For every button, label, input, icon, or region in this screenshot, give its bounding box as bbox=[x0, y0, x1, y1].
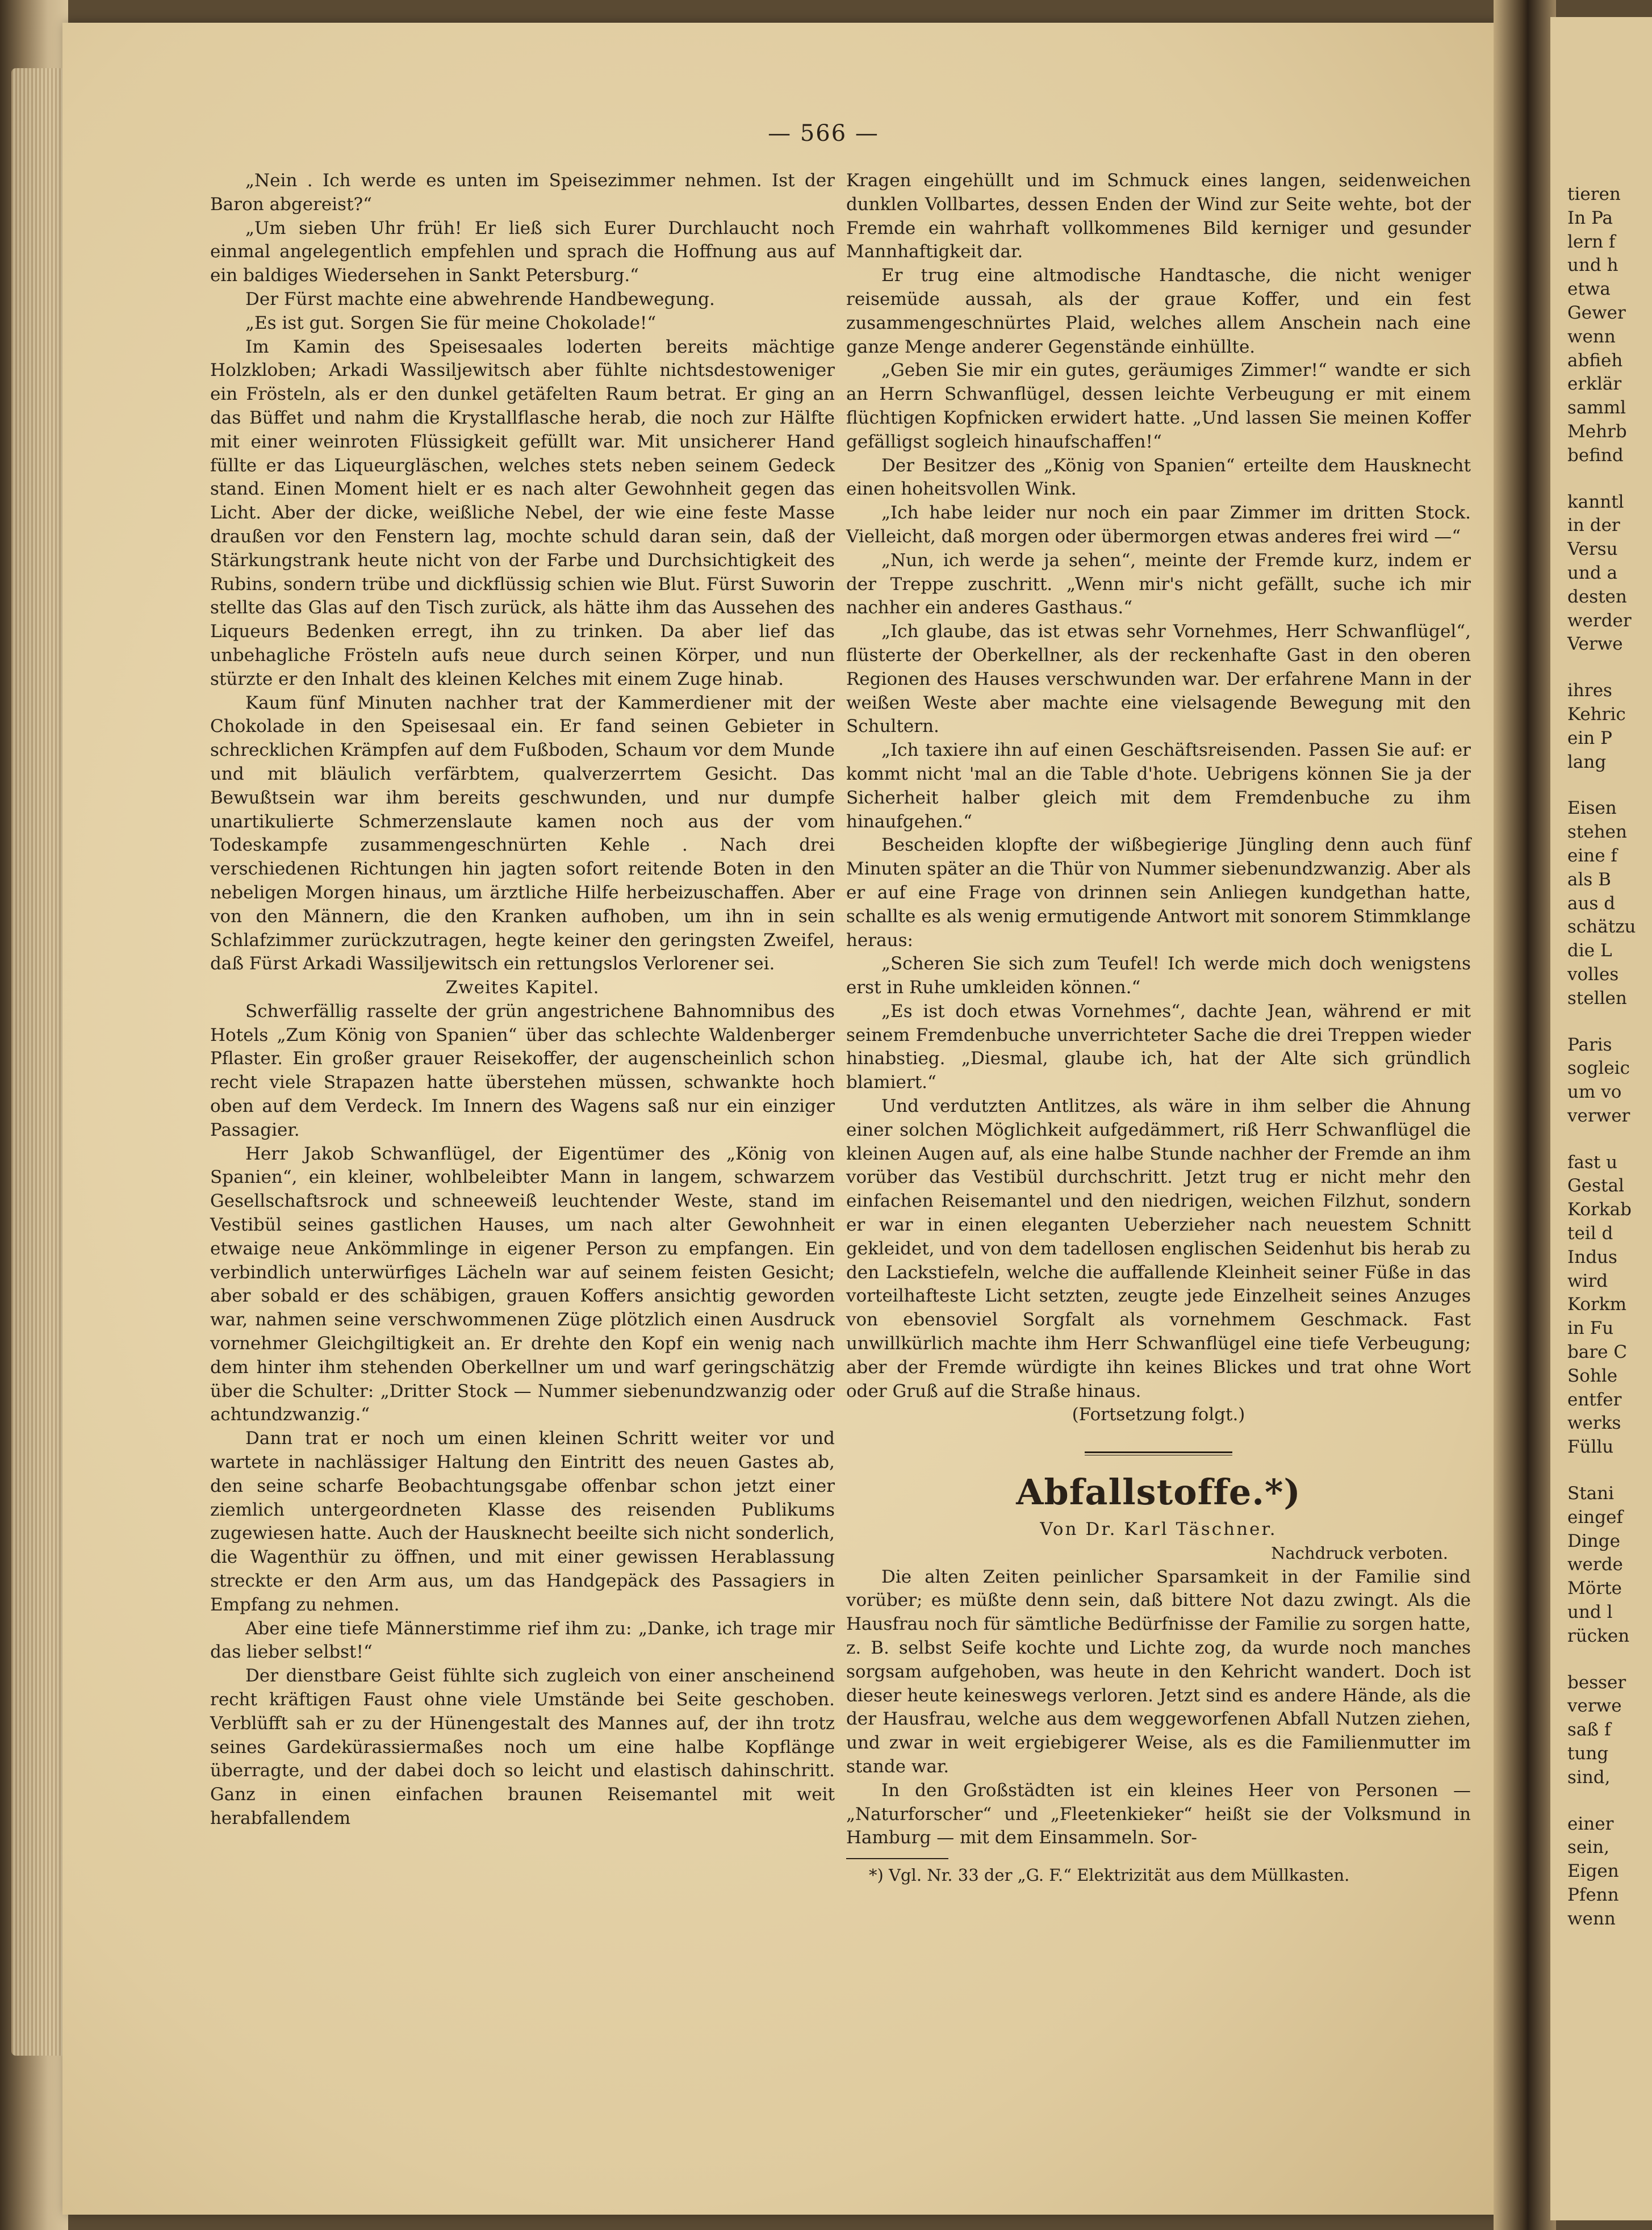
facing-page-fragment: Eigen bbox=[1567, 1861, 1619, 1882]
story-paragraph: Kragen eingehüllt und im Schmuck eines langen, seidenweichen dunklen Vollbartes, dessen Enden der Wind zur Seite wehte, bot der Fremde ein wahrhaft vollkommenes Bild kerniger und gesunder Mannhaftigkeit dar. bbox=[846, 170, 1471, 262]
facing-page-fragment: und l bbox=[1567, 1602, 1613, 1623]
story-paragraph: „Ich glaube, das ist etwas sehr Vornehmes, Herr Schwanflügel“, flüsterte der Oberkellner, als der reckenhafte Gast in den oberen Regionen des Hauses verschwunden war. Der erfahrene Mann in der weißen Weste aber machte eine vielsagende Bewegung mit den Schultern. bbox=[846, 621, 1471, 737]
facing-page-fragment: besser bbox=[1567, 1672, 1626, 1693]
facing-page-fragment: stellen bbox=[1567, 988, 1627, 1009]
facing-page-gap bbox=[1567, 468, 1652, 491]
reprint-notice: Nachdruck verboten. bbox=[1271, 1543, 1448, 1563]
left-paragraph: Aber eine tiefe Männerstimme rief ihm zu: „Danke, ich trage mir das lieber selbst!“ bbox=[210, 1618, 835, 1663]
story-paragraph: Er trug eine altmodische Handtasche, die nicht weniger reisemüde aussah, als der graue Koffer, und ein fest zusammengeschnürtes Plaid, welches allem Anschein nach eine ganze Menge anderer Gegenstände einhüllte. bbox=[846, 265, 1471, 357]
left-paragraph: „Nein . Ich werde es unten im Speisezimmer nehmen. Ist der Baron abgereist?“ bbox=[210, 170, 835, 215]
facing-page-gap bbox=[1567, 1790, 1652, 1813]
facing-page-fragment: Füllu bbox=[1567, 1437, 1614, 1458]
footnote: *) Vgl. Nr. 33 der „G. F.“ Elektrizität aus dem Müllkasten. bbox=[869, 1865, 1350, 1885]
left-paragraph: Herr Jakob Schwanflügel, der Eigentümer des „König von Spanien“, ein kleiner, wohlbeleibter Mann in langem, schwarzem Gesellschaftsrock und schneeweiß leuchtender Weste, stand im Vestibül seines gastlichen Hauses, um nach alter Gewohnheit etwaige neue Ankömmlinge in eigener Person zu empfangen. Ein verbindlich unterwürfiges Lächeln war auf seinem feisten Gesicht; aber sobald er des schäbigen, grauen Koffers ansichtig geworden war, nahmen seine verschwommenen Züge plötzlich einen Ausdruck vornehmer Gleichgiltigkeit an. Er drehte den Kopf ein wenig nach dem hinter ihm stehenden Oberkellner um und warf geringschätzig über die Schulter: „Dritter Stock — Nummer siebenundzwanzig oder achtundzwanzig.“ bbox=[210, 1143, 835, 1425]
facing-page-fragment: tieren bbox=[1567, 184, 1621, 204]
facing-page-fragment: um vo bbox=[1567, 1082, 1622, 1103]
facing-page-fragment: rücken bbox=[1567, 1625, 1630, 1646]
facing-page-gap bbox=[1567, 1459, 1652, 1482]
facing-page-gap bbox=[1567, 1128, 1652, 1151]
facing-page-fragment: Kehric bbox=[1567, 704, 1626, 725]
story-paragraph: „Es ist doch etwas Vornehmes“, dachte Jean, während er mit seinem Fremdenbuche unverrichteter Sache die drei Treppen wieder hinabstieg. „Diesmal, glaube ich, hat der Alte sich gründlich blamiert.“ bbox=[846, 1001, 1471, 1093]
facing-page-fragment: stehen bbox=[1567, 822, 1627, 843]
left-paragraph: Im Kamin des Speisesaales loderten bereits mächtige Holzkloben; Arkadi Wassiljewitsch aber fühlte nichtsdestoweniger ein Frösteln, als er den dunkel getäfelten Raum betrat. Er ging an das Büffet und nahm die Krystallflasche herab, die noch zur Hälfte mit einer weinroten Flüssigkeit gefüllt war. Mit unsicherer Hand füllte er das Liqueurgläschen, welches stets neben seinem Gedeck stand. Einen Moment hielt er es nach alter Gewohnheit gegen das Licht. Aber der dicke, weißliche Nebel, der wie eine feste Masse draußen vor den Fenstern lag, mochte schuld daran sein, daß der Stärkungstrank heute nicht von der Farbe und Durchsichtigkeit des Rubins, sondern trübe und dickflüssig schien wie Blut. Fürst Suworin stellte das Glas auf den Tisch zurück, als hätte ihm das Aussehen des Liqueurs Bedenken erregt, ihn zu trinken. Da aber lief das unbehagliche Frösteln aufs neue durch seinen Körper, und nun stürzte er den Inhalt des kleinen Kelches mit einem Zuge hinab. bbox=[210, 336, 835, 689]
facing-page-fragment: einer bbox=[1567, 1813, 1614, 1834]
page-number: — 566 — bbox=[768, 120, 879, 147]
facing-page-text bbox=[1567, 183, 1652, 1931]
story-paragraph: „Ich habe leider nur noch ein paar Zimmer im dritten Stock. Vielleicht, daß morgen oder übermorgen etwas anderes frei wird —“ bbox=[846, 503, 1471, 547]
facing-page-fragment: In Pa bbox=[1567, 207, 1613, 228]
facing-page-fragment: werder bbox=[1567, 610, 1632, 631]
facing-page-fragment: kanntl bbox=[1567, 491, 1624, 512]
story-paragraph: „Geben Sie mir ein gutes, geräumiges Zimmer!“ wandte er sich an Herrn Schwanflügel, dessen leichte Verbeugung er mit einem flüchtigen Kopfnicken erwidert hatte. „Und lassen Sie meinen Koffer gefälligst sogleich hinaufschaffen!“ bbox=[846, 360, 1471, 452]
left-column bbox=[210, 169, 835, 1831]
facing-page-fragment: Eisen bbox=[1567, 798, 1617, 819]
facing-page-fragment: sein, bbox=[1567, 1837, 1609, 1858]
facing-page-gap bbox=[1567, 1011, 1652, 1034]
facing-page-fragment: und h bbox=[1567, 255, 1618, 276]
story-paragraph: Bescheiden klopfte der wißbegierige Jüngling denn auch fünf Minuten später an die Thür von Nummer siebenundzwanzig. Aber als er auf eine Frage von drinnen sein Anliegen kundgethan hatte, schallte es als wenig ermutigende Antwort mit sonorem Stimmklange heraus: bbox=[846, 835, 1471, 951]
facing-page-fragment: und a bbox=[1567, 562, 1618, 583]
facing-page-fragment: in Fu bbox=[1567, 1318, 1614, 1339]
left-paragraph: Der Fürst machte eine abwehrende Handbewegung. bbox=[245, 288, 715, 309]
facing-page-fragment: werde bbox=[1567, 1554, 1623, 1575]
chapter-heading: Zweites Kapitel. bbox=[445, 977, 600, 998]
facing-page-fragment: Mehrb bbox=[1567, 421, 1627, 442]
footnote-rule bbox=[846, 1858, 948, 1859]
facing-page-fragment: volles bbox=[1567, 964, 1619, 985]
facing-page-fragment: wird bbox=[1567, 1270, 1608, 1291]
facing-page-fragment: Gewer bbox=[1567, 302, 1626, 323]
facing-page-fragment: Stani bbox=[1567, 1483, 1615, 1504]
story-paragraph: Und verdutzten Antlitzes, als wäre in ihm selber die Ahnung einer solchen Möglichkeit aufgedämmert, riß Herr Schwanflügel die kleinen Augen auf, als eine halbe Stunde nachher der Fremde an ihm vorüber das Vestibül durchschritt. Jetzt trug er nicht mehr den einfachen Reisemantel und den niedrigen, weichen Filzhut, sondern er war in einen eleganten Ueberzieher nach neuestem Schnitt gekleidet, und von dem tadellosen englischen Seidenhut bis herab zu den Lackstiefeln, welche die auffallende Kleinheit seiner Füße in das vorteilhafteste Licht setzten, zeugte jede Einzelheit seines Anzuges von ebensoviel Sorgfalt als vornehmem Geschmack. Fast unwillkürlich machte ihm Herr Schwanflügel eine tiefe Verbeugung; aber der Fremde würdigte ihn keines Blickes und trat ohne Wort oder Gruß auf die Straße hinaus. bbox=[846, 1096, 1471, 1401]
facing-page-fragment: desten bbox=[1567, 586, 1627, 607]
book-gutter bbox=[1494, 0, 1556, 2230]
facing-page-fragment: Indus bbox=[1567, 1246, 1617, 1267]
left-paragraph: Kaum fünf Minuten nachher trat der Kammerdiener mit der Chokolade in den Speisesaal ein. Er fand seinen Gebieter in schrecklichen Krämpfen auf dem Fußboden, Schaum vor dem Munde und mit bläulich verfärbtem, qualverzerrtem Gesicht. Das Bewußtsein war ihm bereits geschwunden, und nur dumpfe unartikulierte Schmerzenslaute kamen noch aus der vom Todeskampfe zusammengeschnürten Kehle . Nach drei verschiedenen Richtungen hin jagten sofort reitende Boten in den nebeligen Morgen hinaus, um ärztliche Hilfe herbeizuschaffen. Aber von den Männern, die den Kranken aufhoben, um ihn in sein Schlafzimmer zurückzutragen, hegte keiner den geringsten Zweifel, daß Fürst Arkadi Wassiljewitsch ein rettungslos Verlorener sei. bbox=[210, 692, 835, 974]
facing-page-fragment: fast u bbox=[1567, 1152, 1618, 1173]
facing-page-fragment: Pfenn bbox=[1567, 1885, 1619, 1905]
facing-page-fragment: verwer bbox=[1567, 1105, 1630, 1126]
facing-page-fragment: wenn bbox=[1567, 326, 1616, 347]
left-paragraph: Der dienstbare Geist fühlte sich zugleich von einer anscheinend recht kräftigen Faust ohne viele Umstände bei Seite geschoben. Verblüfft sah er zu der Hünengestalt des Mannes auf, der ihn trotz seines Gardekürassiermaßes noch um eine halbe Kopflänge überragte, und der dabei doch so leicht und elastisch dahinschritt. Ganz in einen einfachen braunen Reisemantel mit weit herabfallendem bbox=[210, 1666, 835, 1829]
middle-column bbox=[846, 169, 1471, 1886]
facing-page-fragment: Versu bbox=[1567, 539, 1618, 560]
facing-page-fragment: Korkm bbox=[1567, 1294, 1626, 1315]
left-paragraph: Dann trat er noch um einen kleinen Schritt weiter vor und wartete in nachlässiger Haltung den Eintritt des neuen Gastes ab, den seine scharfe Beobachtungsgabe offenbar schon jetzt einer ziemlich untergeordneten Klasse des reisenden Publikums zugewiesen hatte. Auch der Hausknecht beeilte sich nicht sonderlich, die Wagenthür zu öffnen, und mit einer gewissen Herablassung streckte er den Arm aus, um das Handgepäck des Passagiers in Empfang zu nehmen. bbox=[210, 1428, 835, 1615]
facing-page-fragment: ein P bbox=[1567, 727, 1612, 748]
facing-page-fragment: die L bbox=[1567, 940, 1612, 961]
article-divider bbox=[846, 1438, 1471, 1462]
facing-page-fragment: erklär bbox=[1567, 374, 1622, 395]
facing-page-fragment: Sohle bbox=[1567, 1365, 1618, 1386]
facing-page-fragment: wenn bbox=[1567, 1908, 1616, 1929]
facing-page-fragment: in der bbox=[1567, 515, 1620, 536]
facing-page-fragment: schätzu bbox=[1567, 917, 1636, 938]
facing-page-fragment: tung bbox=[1567, 1743, 1609, 1764]
facing-page-fragment: bare C bbox=[1567, 1342, 1628, 1363]
page-stack bbox=[11, 68, 62, 2056]
facing-page-fragment: lang bbox=[1567, 751, 1607, 772]
facing-page-fragment: Verwe bbox=[1567, 634, 1623, 655]
facing-page-gap bbox=[1567, 774, 1652, 797]
facing-page-fragment: aus d bbox=[1567, 893, 1616, 914]
continued-note: (Fortsetzung folgt.) bbox=[1072, 1404, 1245, 1425]
story-paragraph: „Nun, ich werde ja sehen“, meinte der Fremde kurz, indem er der Treppe zuschritt. „Wenn mir's nicht gefällt, suche ich mir nachher ein anderes Gasthaus.“ bbox=[846, 550, 1471, 618]
facing-page bbox=[1550, 17, 1652, 2220]
facing-page-fragment: etwa bbox=[1567, 279, 1611, 300]
facing-page-fragment: abfieh bbox=[1567, 350, 1623, 371]
story-paragraph: Der Besitzer des „König von Spanien“ erteilte dem Hausknecht einen hoheitsvollen Wink. bbox=[846, 455, 1471, 500]
facing-page-fragment: Mörte bbox=[1567, 1578, 1622, 1599]
facing-page-gap bbox=[1567, 656, 1652, 679]
facing-page-fragment: befind bbox=[1567, 445, 1624, 466]
facing-page-fragment: saß f bbox=[1567, 1719, 1611, 1741]
article-title: Abfallstoffe.*) bbox=[1016, 1471, 1301, 1513]
facing-page-fragment: Dinge bbox=[1567, 1530, 1620, 1551]
facing-page-fragment: ihres bbox=[1567, 680, 1612, 701]
left-paragraph: „Um sieben Uhr früh! Er ließ sich Eurer Durchlaucht noch einmal angelegentlich empfehlen und sprach die Hoffnung aus auf ein baldiges Wiedersehen in Sankt Petersburg.“ bbox=[210, 217, 835, 286]
facing-page-gap bbox=[1567, 1649, 1652, 1671]
left-paragraph: Schwerfällig rasselte der grün angestrichene Bahnomnibus des Hotels „Zum König von Spanien“ über das schlechte Waldenberger Pflaster. Ein großer grauer Reisekoffer, der augenscheinlich schon recht viele Strapazen hatte überstehen müssen, schwankte hoch oben auf dem Verdeck. Im Innern des Wagens saß nur ein einziger Passagier. bbox=[210, 1001, 835, 1140]
facing-page-fragment: teil d bbox=[1567, 1223, 1613, 1244]
facing-page-fragment: lern f bbox=[1567, 231, 1616, 252]
article-byline: Von Dr. Karl Täschner. bbox=[1040, 1519, 1277, 1540]
facing-page-fragment: verwe bbox=[1567, 1696, 1622, 1717]
article-paragraph: In den Großstädten ist ein kleines Heer von Personen — „Naturforscher“ und „Fleetenkieker“ heißt sie der Volksmund in Hamburg — mit dem Einsammeln. Sor- bbox=[846, 1780, 1471, 1848]
facing-page-fragment: entfer bbox=[1567, 1389, 1622, 1410]
story-paragraph: „Ich taxiere ihn auf einen Geschäftsreisenden. Passen Sie auf: er kommt nicht 'mal an die Table d'hote. Uebrigens können Sie ja der Sicherheit halber gleich mit dem Fremdenbuche zu ihm hinaufgehen.“ bbox=[846, 740, 1471, 832]
story-paragraph: „Scheren Sie sich zum Teufel! Ich werde mich doch wenigstens erst in Ruhe umkleiden können.“ bbox=[846, 953, 1471, 998]
facing-page-fragment: Gestal bbox=[1567, 1175, 1624, 1196]
facing-page-fragment: Korkab bbox=[1567, 1199, 1632, 1220]
facing-page-fragment: eine f bbox=[1567, 845, 1617, 866]
facing-page-fragment: Paris bbox=[1567, 1034, 1612, 1055]
facing-page-fragment: samml bbox=[1567, 398, 1626, 419]
facing-page-fragment: sind, bbox=[1567, 1767, 1611, 1788]
article-paragraph: Die alten Zeiten peinlicher Sparsamkeit in der Familie sind vorüber; es müßte denn sein, daß bittere Not dazu zwingt. Als die Hausfrau noch für sämtliche Bedürfnisse der Familie zu sorgen hatte, z. B. selbst Seife kochte und Lichte zog, da wurde noch manches sorgsam aufgehoben, was heute in den Kehricht wandert. Doch ist dieser heute keineswegs verloren. Jetzt sind es andere Hände, als die der Hausfrau, welche aus dem weggeworfenen Abfall Nutzen ziehen, und zwar in weit ergiebigerer Weise, als es die Familienmutter im stande war. bbox=[846, 1566, 1471, 1777]
facing-page-fragment: eingef bbox=[1567, 1507, 1623, 1528]
facing-page-fragment: als B bbox=[1567, 869, 1611, 890]
facing-page-fragment: sogleic bbox=[1567, 1058, 1630, 1079]
facing-page-fragment: werks bbox=[1567, 1413, 1621, 1434]
left-paragraph: „Es ist gut. Sorgen Sie für meine Chokolade!“ bbox=[245, 312, 656, 333]
